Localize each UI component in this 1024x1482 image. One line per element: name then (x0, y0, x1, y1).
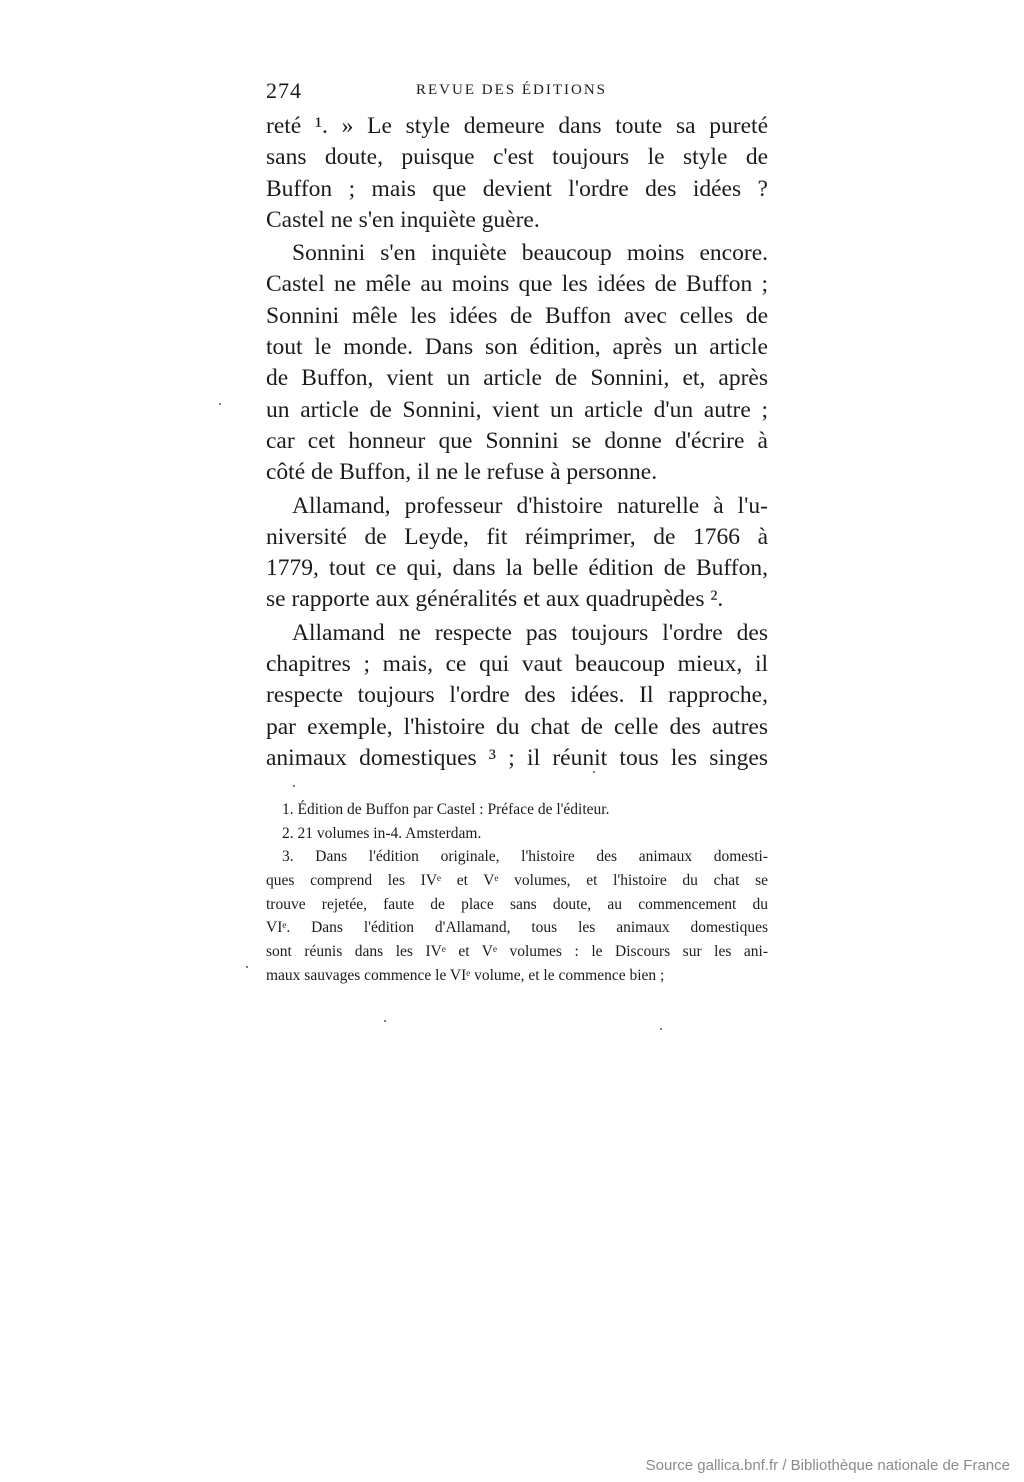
text-line: Sonnini mêle les idées de Buffon avec celles de (266, 302, 768, 329)
footnote-line: 1. Édition de Buffon par Castel : Préface de l'éditeur. (282, 801, 610, 818)
print-speck (593, 771, 595, 773)
print-speck (219, 403, 221, 405)
footnotes (266, 798, 768, 988)
text-line: tout le monde. Dans son édition, après un article (266, 334, 768, 361)
text-line: Sonnini s'en inquiète beaucoup moins encore. (292, 240, 768, 267)
paragraph (266, 491, 768, 616)
text-line: un article de Sonnini, vient un article d'un autre ; (266, 396, 768, 423)
footnote-line: maux sauvages commence le VIᵉ volume, et le commence bien ; (266, 966, 665, 984)
text-line: car cet honneur que Sonnini se donne d'écrire à (266, 427, 768, 454)
footnote (266, 822, 768, 846)
text-line: de Buffon, vient un article de Sonnini, et, après (266, 365, 768, 392)
page-number: 274 (266, 78, 302, 103)
paragraph (266, 111, 768, 236)
text-line: Allamand, professeur d'histoire naturelle à l'u- (292, 492, 768, 519)
text-line: sans doute, puisque c'est toujours le style de (266, 144, 768, 171)
print-speck (246, 966, 248, 968)
text-line: Allamand ne respecte pas toujours l'ordre des (292, 619, 768, 646)
text-line: niversité de Leyde, fit réimprimer, de 1766 à (266, 523, 768, 550)
text-line: respecte toujours l'ordre des idées. Il rapproche, (266, 682, 768, 709)
footnote-line: 3. Dans l'édition originale, l'histoire des animaux domesti- (282, 848, 768, 866)
footnote-line: sont réunis dans les IVᵉ et Vᵉ volumes : le Discours sur les ani- (266, 943, 768, 961)
text-line: se rapporte aux généralités et aux quadrupèdes ². (266, 586, 724, 613)
footnote (266, 798, 768, 822)
text-line: Castel ne s'en inquiète guère. (266, 206, 540, 233)
body-text (266, 111, 768, 774)
text-line: reté ¹. » Le style demeure dans toute sa pureté (266, 113, 768, 139)
paragraph (266, 618, 768, 774)
running-head (266, 78, 768, 108)
footnote (266, 845, 768, 987)
text-line: par exemple, l'histoire du chat de celle des autres (266, 713, 768, 740)
print-speck (384, 1020, 386, 1022)
text-line: côté de Buffon, il ne le refuse à personne. (266, 459, 658, 486)
text-line: 1779, tout ce qui, dans la belle édition de Buffon, (266, 555, 768, 582)
footnote-line: ques comprend les IVᵉ et Vᵉ volumes, et l'histoire du chat se (266, 872, 768, 890)
text-line: chapitres ; mais, ce qui vaut beaucoup mieux, il (266, 651, 768, 678)
print-speck (660, 1028, 662, 1030)
text-line: Castel ne mêle au moins que les idées de Buffon ; (266, 271, 768, 298)
running-title: REVUE DES ÉDITIONS (416, 82, 607, 98)
print-speck (293, 785, 295, 787)
text-line: Buffon ; mais que devient l'ordre des idées ? (266, 175, 768, 202)
source-credit: Source gallica.bnf.fr / Bibliothèque nationale de France (645, 1457, 1010, 1474)
footnote-line: trouve rejetée, faute de place sans doute, au commencement du (266, 895, 768, 913)
text-line: animaux domestiques ³ ; il réunit tous les singes (266, 744, 768, 771)
paragraph (266, 238, 768, 488)
footnote-line: 2. 21 volumes in-4. Amsterdam. (282, 824, 482, 842)
footnote-line: VIᵉ. Dans l'édition d'Allamand, tous les animaux domestiques (266, 919, 768, 937)
